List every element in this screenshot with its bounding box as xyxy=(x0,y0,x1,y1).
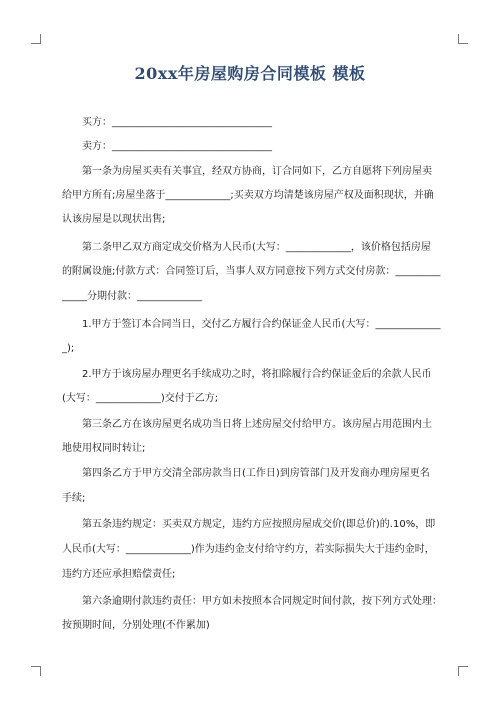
clause-2-line-3: _____分期付款：_____________ xyxy=(62,291,202,302)
clause-6-line-1: 第六条逾期付款违约责任：甲方如未按照本合同规定时间付款，按下列方式处理： xyxy=(82,596,442,607)
crop-mark-bottom-right xyxy=(458,666,468,676)
clause-4-line-2: 手续; xyxy=(62,493,86,504)
clause-4-line-1: 第四条乙方于甲方交清全部房款当日(工作日)到房管部门及开发商办理房屋更名 xyxy=(82,468,430,479)
payment-2-line-1: 2.甲方于该房屋办理更名手续成功之时，将扣除履行合约保证金后的余款人民币 xyxy=(82,369,432,380)
clause-3-line-2: 地使用权同时转让; xyxy=(62,443,146,454)
document-title: 20xx年房屋购房合同模板 模板 xyxy=(134,64,366,83)
clause-3-line-1: 第三条乙方在该房屋更名成功当日将上述房屋交付给甲方。该房屋占用范围内土 xyxy=(82,419,432,430)
clause-1-line-1: 第一条为房屋买卖有关事宜，经双方协商，订合同如下，乙方自愿将下列房屋卖 xyxy=(82,166,432,177)
clause-2-line-1: 第二条甲乙双方商定成交价格为人民币(大写：_____________，该价格包括房屋 xyxy=(82,242,431,253)
seller-line: 卖方：________________________________ xyxy=(82,141,272,152)
clause-1-line-2: 给甲方所有;房屋坐落于_____________;买卖双方均清楚该房屋产权及面积现状，并确 xyxy=(62,190,434,201)
payment-2-line-2: (大写：_____________)交付于乙方; xyxy=(62,393,219,404)
clause-1-line-3: 认该房屋是以现状出售; xyxy=(62,214,166,225)
crop-mark-bottom-left xyxy=(31,666,41,676)
payment-1-line-2: _); xyxy=(62,343,75,354)
clause-6-line-2: 按预期时间，分别处理(不作累加) xyxy=(62,620,210,631)
clause-5-line-1: 第五条违约规定：买卖双方规定，违约方应按照房屋成交价(即总价)的.10%，即 xyxy=(82,519,436,530)
clause-5-line-3: 违约方还应承担赔偿责任; xyxy=(62,569,176,580)
payment-1-line-1: 1.甲方于签订本合同当日，交付乙方履行合约保证金人民币(大写：_____________ xyxy=(82,319,441,330)
buyer-line: 买方：________________________________ xyxy=(82,117,272,128)
clause-5-line-2: 人民币(大写：_____________)作为违约金支付给守约方，若实际损失大于违约金时， xyxy=(62,544,435,555)
clause-2-line-2: 的附属设施;付款方式：合同签订后，当事人双方同意按下列方式交付房款：_________ xyxy=(62,266,441,277)
crop-mark-top-right xyxy=(458,34,468,44)
crop-mark-top-left xyxy=(31,34,41,44)
